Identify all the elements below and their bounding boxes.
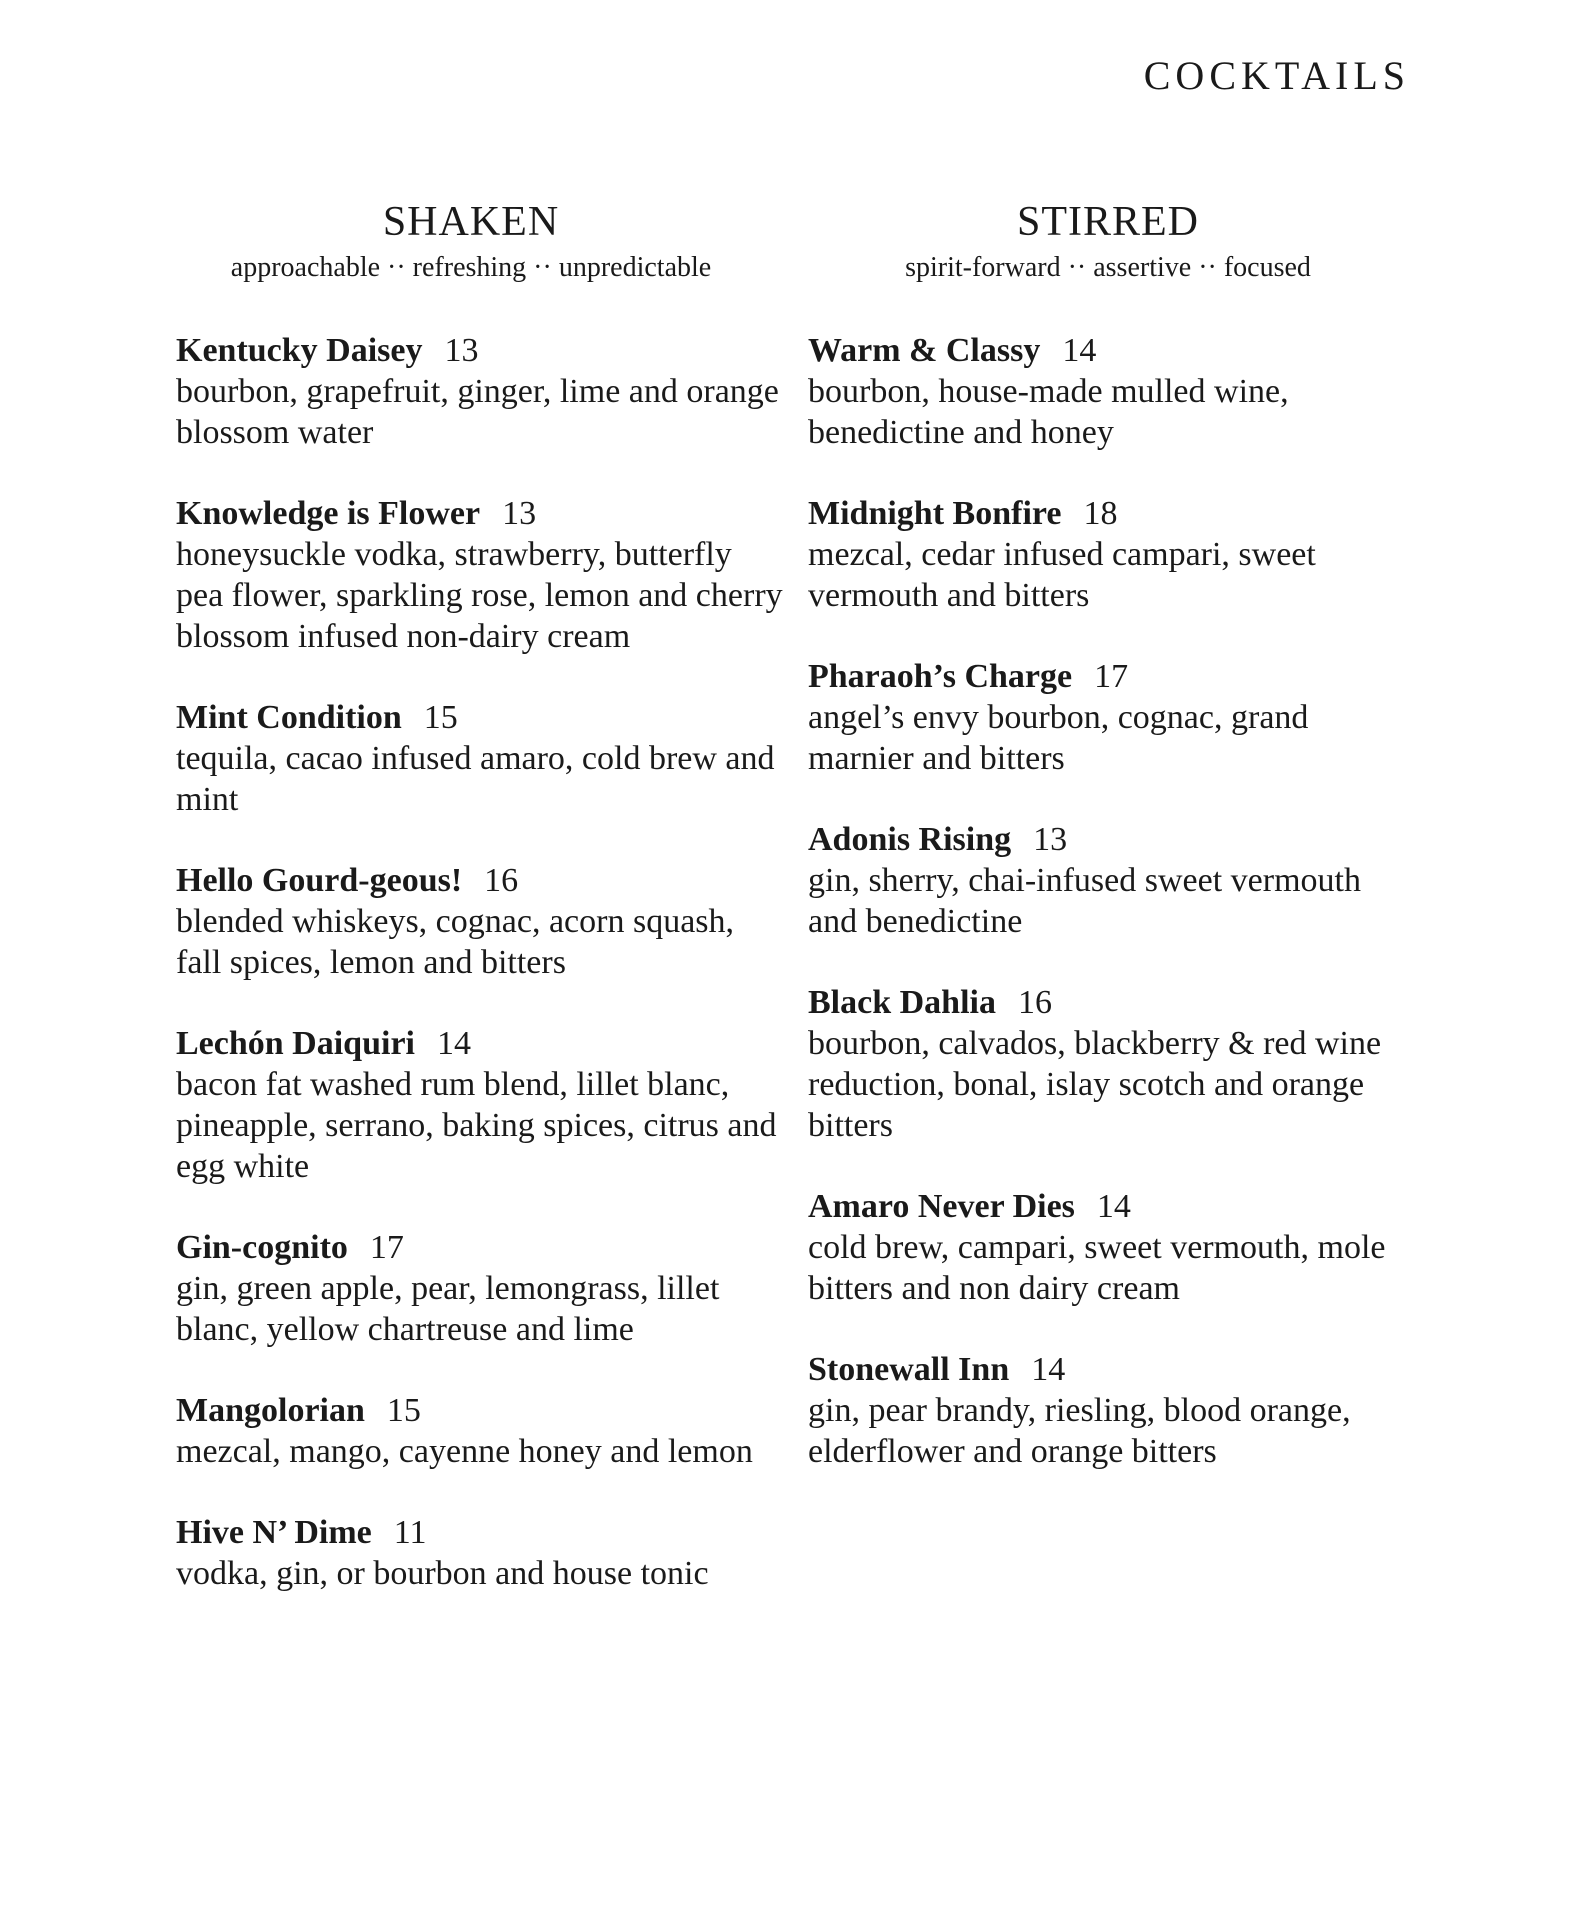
menu-item-knowledge-is-flower (176, 493, 786, 657)
item-price: 18 (1083, 495, 1118, 532)
item-name: Midnight Bonfire (808, 495, 1062, 532)
item-heading (176, 1227, 786, 1268)
item-name: Mint Condition (176, 699, 402, 736)
shaken-list (176, 330, 786, 1594)
item-price: 13 (444, 332, 479, 369)
item-description: tequila, cacao infused amaro, cold brew and mint (176, 740, 775, 818)
menu-item-gin-cognito (176, 1227, 786, 1350)
item-heading (176, 1390, 786, 1431)
item-heading (176, 697, 786, 738)
page-title: COCKTAILS (1143, 53, 1410, 98)
item-name: Pharaoh’s Charge (808, 658, 1073, 695)
item-description: bacon fat washed rum blend, lillet blanc, pineapple, serrano, baking spices, citrus and egg white (176, 1066, 777, 1185)
item-heading (176, 1512, 786, 1553)
menu-item-adonis-rising (808, 819, 1408, 942)
item-name: Stonewall Inn (808, 1351, 1010, 1388)
item-price: 14 (1031, 1351, 1066, 1388)
item-heading (808, 656, 1408, 697)
item-name: Knowledge is Flower (176, 495, 481, 532)
shaken-tagline: approachable ·· refreshing ·· unpredictable (230, 252, 712, 283)
item-description: cold brew, campari, sweet vermouth, mole bitters and non dairy cream (808, 1229, 1386, 1307)
shaken-section (176, 198, 786, 1634)
item-heading (808, 819, 1408, 860)
shaken-title: SHAKEN (382, 199, 560, 245)
item-heading (808, 330, 1408, 371)
item-name: Warm & Classy (808, 332, 1041, 369)
item-name: Mangolorian (176, 1392, 365, 1429)
item-heading (808, 1186, 1408, 1227)
item-description: bourbon, house-made mulled wine, benedictine and honey (808, 373, 1289, 451)
item-description: blended whiskeys, cognac, acorn squash, fall spices, lemon and bitters (176, 903, 735, 981)
item-name: Amaro Never Dies (808, 1188, 1075, 1225)
item-description: vodka, gin, or bourbon and house tonic (176, 1555, 709, 1592)
item-description: mezcal, cedar infused campari, sweet vermouth and bitters (808, 536, 1316, 614)
item-heading (176, 1023, 786, 1064)
stirred-list (808, 330, 1408, 1472)
stirred-header (808, 198, 1408, 286)
item-price: 13 (1033, 821, 1068, 858)
item-name: Hive N’ Dime (176, 1514, 372, 1551)
stirred-title: STIRRED (1016, 199, 1199, 245)
item-description: gin, sherry, chai-infused sweet vermouth and benedictine (808, 862, 1361, 940)
item-price: 15 (386, 1392, 421, 1429)
menu-item-amaro-never-dies (808, 1186, 1408, 1309)
menu-item-black-dahlia (808, 982, 1408, 1146)
item-price: 14 (1062, 332, 1097, 369)
menu-item-hive-n-dime (176, 1512, 786, 1594)
item-price: 17 (369, 1229, 404, 1266)
item-description: gin, green apple, pear, lemongrass, lillet blanc, yellow chartreuse and lime (176, 1270, 720, 1348)
item-price: 14 (1096, 1188, 1131, 1225)
item-price: 14 (436, 1025, 471, 1062)
shaken-header (156, 198, 786, 286)
item-name: Hello Gourd-geous! (176, 862, 463, 899)
item-heading (808, 982, 1408, 1023)
menu-item-mangolorian (176, 1390, 786, 1472)
item-description: angel’s envy bourbon, cognac, grand marnier and bitters (808, 699, 1309, 777)
item-price: 11 (393, 1514, 427, 1551)
item-name: Kentucky Daisey (176, 332, 423, 369)
item-description: bourbon, grapefruit, ginger, lime and orange blossom water (176, 373, 779, 451)
item-heading (808, 1349, 1408, 1390)
item-description: honeysuckle vodka, strawberry, butterfly pea flower, sparkling rose, lemon and cherry blossom infused non-dairy cream (176, 536, 783, 655)
menu-item-mint-condition (176, 697, 786, 820)
menu-item-hello-gourd-geous (176, 860, 786, 983)
item-price: 15 (423, 699, 458, 736)
item-heading (808, 493, 1408, 534)
item-price: 13 (502, 495, 537, 532)
item-price: 16 (484, 862, 519, 899)
item-name: Lechón Daiquiri (176, 1025, 415, 1062)
item-heading (176, 860, 786, 901)
menu-item-pharaohs-charge (808, 656, 1408, 779)
item-name: Gin-cognito (176, 1229, 348, 1266)
item-description: gin, pear brandy, riesling, blood orange, elderflower and orange bitters (808, 1392, 1351, 1470)
menu-item-warm-and-classy (808, 330, 1408, 453)
menu-item-kentucky-daisey (176, 330, 786, 453)
stirred-section (808, 198, 1408, 1512)
menu-item-midnight-bonfire (808, 493, 1408, 616)
menu-item-lechon-daiquiri (176, 1023, 786, 1187)
item-name: Black Dahlia (808, 984, 996, 1021)
item-heading (176, 493, 786, 534)
item-name: Adonis Rising (808, 821, 1012, 858)
item-price: 17 (1094, 658, 1129, 695)
item-heading (176, 330, 786, 371)
item-description: bourbon, calvados, blackberry & red wine reduction, bonal, islay scotch and orange bitters (808, 1025, 1382, 1144)
menu-item-stonewall-inn (808, 1349, 1408, 1472)
item-price: 16 (1017, 984, 1052, 1021)
stirred-tagline: spirit-forward ·· assertive ·· focused (905, 252, 1311, 283)
item-description: mezcal, mango, cayenne honey and lemon (176, 1433, 753, 1470)
